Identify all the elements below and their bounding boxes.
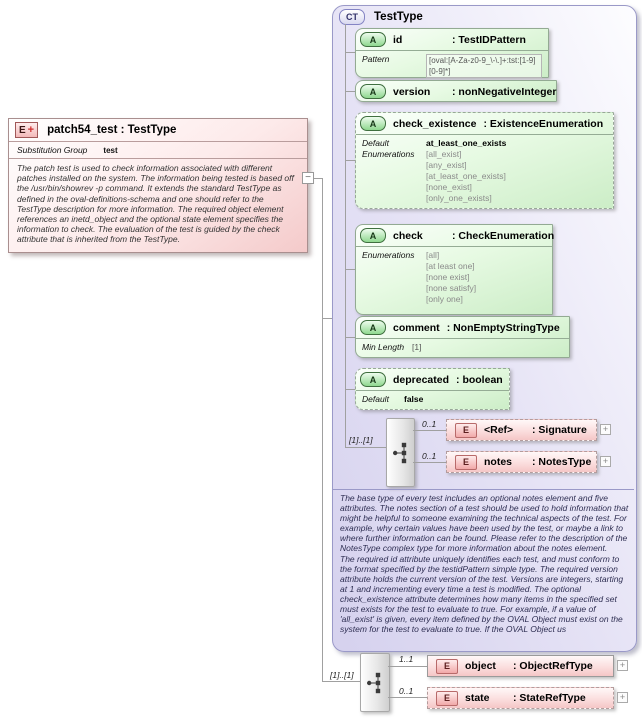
complex-type-title: TestType (374, 11, 423, 23)
element-box-notes[interactable] (446, 451, 597, 473)
attribute-box-deprecated[interactable] (355, 368, 510, 410)
element-documentation: The patch test is used to check information associated with different patches installed on the system. The information being tested is based off the /usr/bin/showrev -p command. It extends the standard TestType as defined in the oval-definitions-schema and one should refer to the TestType description for more information. The required object element references an inetd_object and the optional state element specifies the information to check. The evaluation of the test is guided by the check attribute that is inherited from the TestType. (17, 163, 294, 245)
complex-type-header (339, 9, 423, 25)
facet-label: Enumerations (362, 250, 415, 260)
divider (333, 489, 634, 490)
expand-icon[interactable]: + (617, 692, 628, 703)
element-name: object (465, 660, 496, 672)
connector-line (388, 666, 427, 667)
expand-icon[interactable]: + (600, 456, 611, 467)
documentation-paragraph: The required id attribute uniquely identifies each test, and must conform to the format specified by the testidPattern simple type. The required version attribute holds the current version of the test. Versions are integers, starting at 1 and incrementing every time a test is modified. The optional check_existence attribute determines how many items in the specified set must exists for the test to evaluate to true. For example, if a value of 'all_exist' is given, every item defined by the OVAL Object must exist on the system for the test to evaluate to true. If the OVAL Object us (340, 553, 624, 635)
enumeration-list (426, 250, 476, 305)
element-icon: E (455, 455, 477, 470)
element-icon: E (436, 659, 458, 674)
attribute-name: check (393, 229, 423, 242)
substitution-group-row (9, 142, 307, 159)
attribute-name: version (393, 85, 431, 98)
connector-line (345, 52, 355, 53)
attribute-name: check_existence (393, 117, 477, 130)
attribute-icon: A (360, 228, 386, 243)
substitution-group-label: Substitution Group (17, 145, 88, 155)
element-icon: E (455, 423, 477, 438)
element-title: patch54_test : TestType (47, 124, 177, 136)
complex-type-icon: CT (339, 9, 365, 25)
facet-label: Default (362, 138, 389, 148)
substitution-group-value: test (103, 146, 118, 155)
attribute-header (356, 317, 569, 339)
enumeration-list (426, 149, 506, 204)
attribute-header (356, 369, 509, 391)
element-box-object[interactable] (427, 655, 614, 677)
attribute-type: : ExistenceEnumeration (483, 117, 604, 130)
connector-line (345, 389, 355, 390)
element-type: : NotesType (532, 456, 592, 468)
cardinality-label: 0..1 (422, 419, 437, 429)
element-icon-letter: E (19, 124, 26, 136)
plus-badge-icon: + (27, 123, 35, 136)
attribute-type: : TestIDPattern (452, 33, 526, 46)
attribute-type: : boolean (456, 373, 503, 386)
enumeration-value: [any_exist] (426, 160, 467, 170)
connector-line (322, 178, 323, 682)
facet-label: Enumerations (362, 149, 415, 159)
attribute-icon: A (360, 32, 386, 47)
expand-icon[interactable]: + (617, 660, 628, 671)
facet-value: at_least_one_exists (426, 138, 507, 148)
facet-value: [1] (412, 342, 422, 352)
facet-row-default (356, 135, 613, 149)
attribute-type: : CheckEnumeration (452, 229, 555, 242)
connector-line (345, 91, 355, 92)
element-header (9, 119, 307, 142)
attribute-icon: A (360, 372, 386, 387)
documentation-paragraph: The base type of every test includes an optional notes element and five attributes. The notes section of a test should be used to hold information that might be helpful to someone examining the technical aspects of the test. For example, why certain values have been used by the test, or maybe a link to where further information can be found. Please refer to the description of the NotesType complex type for more information about the notes element. (340, 493, 629, 554)
element-name: state (465, 692, 490, 704)
attribute-name: deprecated (393, 373, 450, 386)
connector-line (388, 697, 427, 698)
enumeration-value: [none satisfy] (426, 283, 477, 293)
enumeration-value: [at_least_one_exists] (426, 171, 506, 181)
attribute-icon: A (360, 320, 386, 335)
cardinality-label: [1]..[1] (330, 670, 354, 680)
attribute-box-version[interactable] (355, 80, 557, 102)
facet-row-default (356, 391, 509, 407)
cardinality-label: 1..1 (399, 654, 414, 664)
cardinality-label: 0..1 (399, 686, 414, 696)
connector-line (345, 337, 355, 338)
element-type: : StateRefType (513, 692, 586, 704)
attribute-icon: A (360, 84, 386, 99)
facet-label: Pattern (362, 54, 390, 64)
element-box-state[interactable] (427, 687, 614, 709)
facet-row-enumerations (356, 247, 552, 307)
attribute-type: : nonNegativeInteger (452, 85, 557, 98)
attribute-name: id (393, 33, 403, 46)
attribute-header (356, 113, 613, 135)
enumeration-value: [all_exist] (426, 149, 462, 159)
facet-value: false (404, 394, 424, 404)
element-type: : Signature (532, 424, 587, 436)
element-name: notes (484, 456, 513, 468)
attribute-box-id[interactable] (355, 28, 549, 78)
attribute-icon: A (360, 116, 386, 131)
enumeration-value: [none_exist] (426, 182, 472, 192)
connector-line (322, 681, 360, 682)
element-name: <Ref> (484, 424, 514, 436)
connector-line (345, 447, 386, 448)
cardinality-label: 0..1 (422, 451, 437, 461)
attribute-box-comment[interactable] (355, 316, 570, 358)
element-box-ref[interactable] (446, 419, 597, 441)
connector-line (413, 462, 446, 463)
attribute-type: : NonEmptyStringType (446, 321, 560, 334)
connector-line (345, 269, 355, 270)
attribute-header (356, 81, 556, 102)
sequence-icon (366, 666, 384, 700)
enumeration-value: [only_one_exists] (426, 193, 492, 203)
connector-line (322, 318, 332, 319)
attribute-name: comment (393, 321, 440, 334)
sequence-compositor[interactable] (386, 418, 415, 487)
connector-line (413, 430, 446, 431)
element-box-patch54-test[interactable] (8, 118, 308, 253)
enumeration-value: [only one] (426, 294, 463, 304)
element-icon: E (436, 691, 458, 706)
expand-icon[interactable]: + (600, 424, 611, 435)
cardinality-label: [1]..[1] (349, 435, 373, 445)
enumeration-value: [all] (426, 250, 440, 260)
facet-label: Min Length (362, 342, 405, 352)
sequence-icon (392, 436, 410, 470)
complex-type-documentation (340, 493, 629, 634)
element-type: : ObjectRefType (513, 660, 593, 672)
enumeration-value: [at least one] (426, 261, 475, 271)
enumeration-value: [none exist] (426, 272, 470, 282)
attribute-box-check-existence[interactable] (355, 112, 614, 209)
connector-line (345, 24, 346, 447)
attribute-box-check[interactable] (355, 224, 553, 315)
attribute-header (356, 225, 555, 247)
facet-label: Default (362, 394, 389, 404)
attribute-header (356, 29, 548, 51)
facet-value: [oval:[A-Za-z0-9_\-\.]+:tst:[1-9][0-9]*] (426, 54, 542, 78)
facet-row-pattern (356, 51, 548, 80)
collapse-icon[interactable]: − (302, 172, 314, 184)
sequence-compositor[interactable] (360, 653, 390, 712)
facet-row-enumerations (356, 149, 613, 206)
facet-row-minlength (356, 339, 569, 355)
connector-line (345, 160, 355, 161)
element-plus-icon (15, 122, 38, 138)
